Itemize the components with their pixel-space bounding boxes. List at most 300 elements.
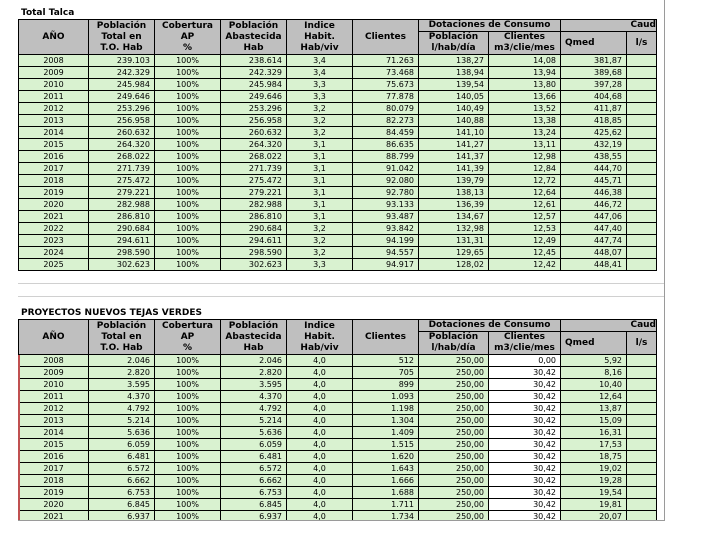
cell-ano[interactable]: 2014 [19,127,89,139]
cell-ano[interactable]: 2020 [19,199,89,211]
cell-clientes[interactable]: 94.917 [353,259,419,271]
cell-ls[interactable] [627,391,657,403]
cell-cobertura[interactable]: 100% [155,151,221,163]
cell-dot-clientes[interactable]: 13,11 [489,139,561,151]
cell-dot-clientes[interactable]: 30,42 [489,367,561,379]
cell-poblacion[interactable]: 282.988 [89,199,155,211]
cell-poblacion[interactable]: 294.611 [89,235,155,247]
cell-ano[interactable]: 2017 [19,163,89,175]
cell-poblacion[interactable]: 260.632 [89,127,155,139]
cell-poblacion-abastecida[interactable]: 260.632 [221,127,287,139]
cell-poblacion-abastecida[interactable]: 4.370 [221,391,287,403]
cell-poblacion[interactable]: 6.937 [89,511,155,521]
cell-ano[interactable]: 2016 [19,151,89,163]
cell-poblacion-abastecida[interactable]: 3.595 [221,379,287,391]
cell-qmed[interactable]: 19,54 [561,487,627,499]
cell-cobertura[interactable]: 100% [155,355,221,367]
cell-cobertura[interactable]: 100% [155,127,221,139]
cell-ano[interactable]: 2013 [19,415,89,427]
cell-poblacion-abastecida[interactable]: 268.022 [221,151,287,163]
cell-qmed[interactable]: 411,87 [561,103,627,115]
cell-poblacion-abastecida[interactable]: 294.611 [221,235,287,247]
cell-dot-poblacion[interactable]: 250,00 [419,511,489,521]
cell-ano[interactable]: 2009 [19,367,89,379]
cell-qmed[interactable]: 18,75 [561,451,627,463]
cell-clientes[interactable]: 91.042 [353,163,419,175]
cell-dot-poblacion[interactable]: 250,00 [419,427,489,439]
cell-ano[interactable]: 2021 [19,511,89,521]
cell-poblacion-abastecida[interactable]: 264.320 [221,139,287,151]
cell-poblacion-abastecida[interactable]: 256.958 [221,115,287,127]
cell-dot-poblacion[interactable]: 250,00 [419,451,489,463]
cell-ls[interactable] [627,199,657,211]
cell-qmed[interactable]: 447,06 [561,211,627,223]
cell-ls[interactable] [627,187,657,199]
cell-indice[interactable]: 3,1 [287,163,353,175]
cell-ano[interactable]: 2024 [19,247,89,259]
cell-qmed[interactable]: 438,55 [561,151,627,163]
cell-dot-clientes[interactable]: 30,42 [489,451,561,463]
cell-dot-clientes[interactable]: 30,42 [489,463,561,475]
cell-cobertura[interactable]: 100% [155,499,221,511]
cell-ls[interactable] [627,163,657,175]
cell-clientes[interactable]: 1.620 [353,451,419,463]
cell-ano[interactable]: 2015 [19,139,89,151]
cell-dot-poblacion[interactable]: 250,00 [419,355,489,367]
cell-dot-poblacion[interactable]: 250,00 [419,367,489,379]
cell-dot-poblacion[interactable]: 141,37 [419,151,489,163]
cell-clientes[interactable]: 92.780 [353,187,419,199]
cell-dot-poblacion[interactable]: 139,79 [419,175,489,187]
cell-dot-poblacion[interactable]: 134,67 [419,211,489,223]
cell-cobertura[interactable]: 100% [155,163,221,175]
cell-dot-clientes[interactable]: 13,66 [489,91,561,103]
cell-poblacion-abastecida[interactable]: 2.046 [221,355,287,367]
cell-ano[interactable]: 2015 [19,439,89,451]
cell-poblacion[interactable]: 268.022 [89,151,155,163]
cell-ls[interactable] [627,247,657,259]
cell-qmed[interactable]: 447,40 [561,223,627,235]
cell-poblacion-abastecida[interactable]: 245.984 [221,79,287,91]
cell-dot-clientes[interactable]: 12,45 [489,247,561,259]
cell-dot-poblacion[interactable]: 250,00 [419,379,489,391]
cell-ls[interactable] [627,103,657,115]
cell-indice[interactable]: 4,0 [287,355,353,367]
cell-ano[interactable]: 2017 [19,463,89,475]
cell-cobertura[interactable]: 100% [155,451,221,463]
cell-qmed[interactable]: 19,28 [561,475,627,487]
cell-cobertura[interactable]: 100% [155,79,221,91]
cell-qmed[interactable]: 448,41 [561,259,627,271]
cell-dot-clientes[interactable]: 12,98 [489,151,561,163]
cell-cobertura[interactable]: 100% [155,391,221,403]
cell-cobertura[interactable]: 100% [155,511,221,521]
cell-dot-clientes[interactable]: 12,72 [489,175,561,187]
cell-indice[interactable]: 3,1 [287,211,353,223]
cell-indice[interactable]: 4,0 [287,403,353,415]
cell-ls[interactable] [627,91,657,103]
cell-poblacion[interactable]: 6.059 [89,439,155,451]
cell-poblacion[interactable]: 275.472 [89,175,155,187]
cell-poblacion[interactable]: 5.214 [89,415,155,427]
cell-dot-poblacion[interactable]: 138,27 [419,55,489,67]
cell-indice[interactable]: 4,0 [287,463,353,475]
cell-ls[interactable] [627,355,657,367]
cell-cobertura[interactable]: 100% [155,211,221,223]
cell-dot-clientes[interactable]: 30,42 [489,391,561,403]
cell-dot-poblacion[interactable]: 250,00 [419,391,489,403]
cell-poblacion[interactable]: 286.810 [89,211,155,223]
cell-cobertura[interactable]: 100% [155,67,221,79]
cell-ano[interactable]: 2012 [19,103,89,115]
cell-poblacion-abastecida[interactable]: 6.753 [221,487,287,499]
cell-qmed[interactable]: 425,62 [561,127,627,139]
cell-dot-clientes[interactable]: 12,84 [489,163,561,175]
cell-clientes[interactable]: 899 [353,379,419,391]
cell-dot-clientes[interactable]: 30,42 [489,415,561,427]
cell-indice[interactable]: 3,1 [287,151,353,163]
cell-ano[interactable]: 2010 [19,79,89,91]
cell-ls[interactable] [627,403,657,415]
cell-indice[interactable]: 3,2 [287,223,353,235]
cell-poblacion-abastecida[interactable]: 6.662 [221,475,287,487]
cell-clientes[interactable]: 1.711 [353,499,419,511]
cell-qmed[interactable]: 381,87 [561,55,627,67]
cell-cobertura[interactable]: 100% [155,427,221,439]
cell-dot-poblacion[interactable]: 138,94 [419,67,489,79]
cell-ano[interactable]: 2009 [19,67,89,79]
cell-ano[interactable]: 2013 [19,115,89,127]
cell-ano[interactable]: 2023 [19,235,89,247]
cell-ls[interactable] [627,55,657,67]
cell-dot-clientes[interactable]: 13,38 [489,115,561,127]
cell-poblacion[interactable]: 279.221 [89,187,155,199]
cell-clientes[interactable]: 93.133 [353,199,419,211]
cell-ano[interactable]: 2010 [19,379,89,391]
cell-indice[interactable]: 3,4 [287,67,353,79]
cell-poblacion[interactable]: 302.623 [89,259,155,271]
cell-indice[interactable]: 4,0 [287,499,353,511]
cell-ls[interactable] [627,223,657,235]
cell-ano[interactable]: 2019 [19,487,89,499]
cell-qmed[interactable]: 19,02 [561,463,627,475]
cell-dot-poblacion[interactable]: 250,00 [419,463,489,475]
cell-dot-poblacion[interactable]: 140,49 [419,103,489,115]
cell-dot-poblacion[interactable]: 141,10 [419,127,489,139]
cell-cobertura[interactable]: 100% [155,367,221,379]
cell-clientes[interactable]: 73.468 [353,67,419,79]
cell-ano[interactable]: 2012 [19,403,89,415]
cell-cobertura[interactable]: 100% [155,103,221,115]
cell-poblacion[interactable]: 2.820 [89,367,155,379]
cell-poblacion-abastecida[interactable]: 5.214 [221,415,287,427]
cell-dot-clientes[interactable]: 12,42 [489,259,561,271]
cell-dot-clientes[interactable]: 30,42 [489,475,561,487]
cell-ano[interactable]: 2011 [19,91,89,103]
cell-cobertura[interactable]: 100% [155,379,221,391]
cell-qmed[interactable]: 447,74 [561,235,627,247]
cell-dot-poblacion[interactable]: 128,02 [419,259,489,271]
cell-poblacion-abastecida[interactable]: 2.820 [221,367,287,379]
cell-poblacion[interactable]: 256.958 [89,115,155,127]
cell-cobertura[interactable]: 100% [155,199,221,211]
cell-clientes[interactable]: 1.666 [353,475,419,487]
cell-qmed[interactable]: 13,87 [561,403,627,415]
cell-poblacion-abastecida[interactable]: 5.636 [221,427,287,439]
cell-clientes[interactable]: 82.273 [353,115,419,127]
cell-poblacion[interactable]: 6.845 [89,499,155,511]
cell-indice[interactable]: 3,2 [287,235,353,247]
cell-clientes[interactable]: 94.199 [353,235,419,247]
cell-dot-clientes[interactable]: 14,08 [489,55,561,67]
cell-dot-poblacion[interactable]: 250,00 [419,403,489,415]
cell-poblacion[interactable]: 245.984 [89,79,155,91]
cell-cobertura[interactable]: 100% [155,115,221,127]
cell-dot-clientes[interactable]: 12,57 [489,211,561,223]
cell-ls[interactable] [627,115,657,127]
cell-ano[interactable]: 2014 [19,427,89,439]
cell-qmed[interactable]: 446,72 [561,199,627,211]
cell-qmed[interactable]: 15,09 [561,415,627,427]
cell-clientes[interactable]: 94.557 [353,247,419,259]
cell-cobertura[interactable]: 100% [155,55,221,67]
cell-dot-poblacion[interactable]: 136,39 [419,199,489,211]
cell-indice[interactable]: 3,3 [287,79,353,91]
cell-ano[interactable]: 2025 [19,259,89,271]
cell-poblacion-abastecida[interactable]: 290.684 [221,223,287,235]
cell-poblacion-abastecida[interactable]: 271.739 [221,163,287,175]
cell-indice[interactable]: 4,0 [287,487,353,499]
cell-ls[interactable] [627,79,657,91]
cell-clientes[interactable]: 1.688 [353,487,419,499]
cell-cobertura[interactable]: 100% [155,403,221,415]
cell-dot-clientes[interactable]: 13,24 [489,127,561,139]
cell-poblacion[interactable]: 239.103 [89,55,155,67]
cell-qmed[interactable]: 448,07 [561,247,627,259]
cell-poblacion-abastecida[interactable]: 275.472 [221,175,287,187]
cell-ls[interactable] [627,499,657,511]
cell-clientes[interactable]: 1.515 [353,439,419,451]
cell-dot-clientes[interactable]: 12,61 [489,199,561,211]
cell-ano[interactable]: 2016 [19,451,89,463]
cell-clientes[interactable]: 71.263 [353,55,419,67]
cell-qmed[interactable]: 20,07 [561,511,627,521]
cell-dot-clientes[interactable]: 30,42 [489,427,561,439]
cell-poblacion[interactable]: 242.329 [89,67,155,79]
cell-clientes[interactable]: 1.198 [353,403,419,415]
cell-clientes[interactable]: 75.673 [353,79,419,91]
cell-dot-clientes[interactable]: 30,42 [489,379,561,391]
cell-indice[interactable]: 3,1 [287,175,353,187]
cell-dot-clientes[interactable]: 13,52 [489,103,561,115]
cell-qmed[interactable]: 389,68 [561,67,627,79]
cell-poblacion[interactable]: 298.590 [89,247,155,259]
cell-dot-poblacion[interactable]: 131,31 [419,235,489,247]
cell-cobertura[interactable]: 100% [155,439,221,451]
cell-clientes[interactable]: 77.878 [353,91,419,103]
cell-dot-poblacion[interactable]: 250,00 [419,439,489,451]
cell-dot-poblacion[interactable]: 141,27 [419,139,489,151]
cell-poblacion-abastecida[interactable]: 249.646 [221,91,287,103]
cell-clientes[interactable]: 1.643 [353,463,419,475]
cell-ls[interactable] [627,439,657,451]
cell-qmed[interactable]: 445,71 [561,175,627,187]
cell-dot-clientes[interactable]: 12,49 [489,235,561,247]
cell-clientes[interactable]: 1.734 [353,511,419,521]
cell-indice[interactable]: 4,0 [287,427,353,439]
cell-dot-clientes[interactable]: 30,42 [489,403,561,415]
cell-dot-poblacion[interactable]: 132,98 [419,223,489,235]
cell-poblacion-abastecida[interactable]: 4.792 [221,403,287,415]
cell-qmed[interactable]: 16,31 [561,427,627,439]
cell-clientes[interactable]: 512 [353,355,419,367]
cell-ls[interactable] [627,67,657,79]
cell-cobertura[interactable]: 100% [155,415,221,427]
cell-cobertura[interactable]: 100% [155,463,221,475]
cell-ano[interactable]: 2008 [19,355,89,367]
cell-clientes[interactable]: 93.487 [353,211,419,223]
cell-qmed[interactable]: 17,53 [561,439,627,451]
cell-poblacion-abastecida[interactable]: 6.937 [221,511,287,521]
cell-poblacion-abastecida[interactable]: 253.296 [221,103,287,115]
cell-indice[interactable]: 3,1 [287,139,353,151]
cell-cobertura[interactable]: 100% [155,175,221,187]
cell-indice[interactable]: 3,1 [287,187,353,199]
cell-ls[interactable] [627,451,657,463]
cell-ls[interactable] [627,235,657,247]
cell-ano[interactable]: 2020 [19,499,89,511]
cell-poblacion[interactable]: 3.595 [89,379,155,391]
cell-indice[interactable]: 3,2 [287,127,353,139]
cell-dot-poblacion[interactable]: 140,88 [419,115,489,127]
cell-cobertura[interactable]: 100% [155,247,221,259]
cell-clientes[interactable]: 1.304 [353,415,419,427]
cell-cobertura[interactable]: 100% [155,475,221,487]
cell-dot-poblacion[interactable]: 129,65 [419,247,489,259]
cell-poblacion-abastecida[interactable]: 6.572 [221,463,287,475]
cell-qmed[interactable]: 8,16 [561,367,627,379]
cell-ano[interactable]: 2011 [19,391,89,403]
cell-indice[interactable]: 3,2 [287,247,353,259]
cell-cobertura[interactable]: 100% [155,259,221,271]
cell-ls[interactable] [627,127,657,139]
cell-ls[interactable] [627,175,657,187]
cell-clientes[interactable]: 88.799 [353,151,419,163]
cell-clientes[interactable]: 93.842 [353,223,419,235]
cell-qmed[interactable]: 397,28 [561,79,627,91]
cell-ls[interactable] [627,511,657,521]
cell-cobertura[interactable]: 100% [155,487,221,499]
cell-dot-poblacion[interactable]: 250,00 [419,487,489,499]
cell-qmed[interactable]: 5,92 [561,355,627,367]
cell-ano[interactable]: 2018 [19,475,89,487]
cell-qmed[interactable]: 10,40 [561,379,627,391]
cell-ls[interactable] [627,379,657,391]
cell-indice[interactable]: 4,0 [287,367,353,379]
cell-clientes[interactable]: 86.635 [353,139,419,151]
cell-dot-clientes[interactable]: 30,42 [489,511,561,521]
cell-poblacion[interactable]: 6.572 [89,463,155,475]
cell-indice[interactable]: 4,0 [287,475,353,487]
cell-ls[interactable] [627,475,657,487]
cell-clientes[interactable]: 80.079 [353,103,419,115]
cell-dot-poblacion[interactable]: 139,54 [419,79,489,91]
cell-poblacion-abastecida[interactable]: 6.481 [221,451,287,463]
cell-ls[interactable] [627,139,657,151]
cell-poblacion[interactable]: 5.636 [89,427,155,439]
cell-qmed[interactable]: 432,19 [561,139,627,151]
cell-indice[interactable]: 4,0 [287,451,353,463]
cell-clientes[interactable]: 84.459 [353,127,419,139]
cell-dot-poblacion[interactable]: 250,00 [419,415,489,427]
cell-cobertura[interactable]: 100% [155,139,221,151]
cell-poblacion-abastecida[interactable]: 282.988 [221,199,287,211]
cell-dot-clientes[interactable]: 30,42 [489,487,561,499]
cell-poblacion[interactable]: 264.320 [89,139,155,151]
cell-dot-clientes[interactable]: 13,94 [489,67,561,79]
cell-ano[interactable]: 2019 [19,187,89,199]
cell-ls[interactable] [627,259,657,271]
cell-qmed[interactable]: 444,70 [561,163,627,175]
cell-dot-clientes[interactable]: 12,64 [489,187,561,199]
cell-poblacion[interactable]: 2.046 [89,355,155,367]
cell-clientes[interactable]: 1.093 [353,391,419,403]
cell-dot-poblacion[interactable]: 141,39 [419,163,489,175]
cell-poblacion[interactable]: 4.792 [89,403,155,415]
cell-poblacion-abastecida[interactable]: 6.845 [221,499,287,511]
cell-ls[interactable] [627,427,657,439]
cell-poblacion-abastecida[interactable]: 279.221 [221,187,287,199]
cell-dot-poblacion[interactable]: 140,05 [419,91,489,103]
cell-clientes[interactable]: 92.080 [353,175,419,187]
cell-indice[interactable]: 4,0 [287,391,353,403]
cell-clientes[interactable]: 705 [353,367,419,379]
cell-cobertura[interactable]: 100% [155,235,221,247]
cell-poblacion-abastecida[interactable]: 6.059 [221,439,287,451]
cell-ls[interactable] [627,151,657,163]
cell-poblacion[interactable]: 249.646 [89,91,155,103]
cell-ano[interactable]: 2018 [19,175,89,187]
cell-dot-poblacion[interactable]: 250,00 [419,499,489,511]
cell-indice[interactable]: 3,1 [287,199,353,211]
cell-dot-clientes[interactable]: 0,00 [489,355,561,367]
cell-indice[interactable]: 4,0 [287,439,353,451]
cell-poblacion[interactable]: 253.296 [89,103,155,115]
cell-ls[interactable] [627,487,657,499]
cell-dot-clientes[interactable]: 12,53 [489,223,561,235]
cell-clientes[interactable]: 1.409 [353,427,419,439]
cell-indice[interactable]: 4,0 [287,511,353,521]
cell-qmed[interactable]: 404,68 [561,91,627,103]
cell-indice[interactable]: 3,3 [287,259,353,271]
cell-poblacion-abastecida[interactable]: 298.590 [221,247,287,259]
cell-indice[interactable]: 3,2 [287,103,353,115]
cell-dot-clientes[interactable]: 30,42 [489,439,561,451]
cell-ano[interactable]: 2021 [19,211,89,223]
cell-qmed[interactable]: 19,81 [561,499,627,511]
cell-indice[interactable]: 3,2 [287,115,353,127]
cell-qmed[interactable]: 446,38 [561,187,627,199]
cell-qmed[interactable]: 12,64 [561,391,627,403]
cell-poblacion[interactable]: 6.662 [89,475,155,487]
cell-poblacion-abastecida[interactable]: 242.329 [221,67,287,79]
cell-cobertura[interactable]: 100% [155,187,221,199]
cell-dot-poblacion[interactable]: 250,00 [419,475,489,487]
cell-dot-clientes[interactable]: 30,42 [489,499,561,511]
cell-poblacion[interactable]: 6.481 [89,451,155,463]
cell-poblacion[interactable]: 290.684 [89,223,155,235]
cell-indice[interactable]: 3,4 [287,55,353,67]
